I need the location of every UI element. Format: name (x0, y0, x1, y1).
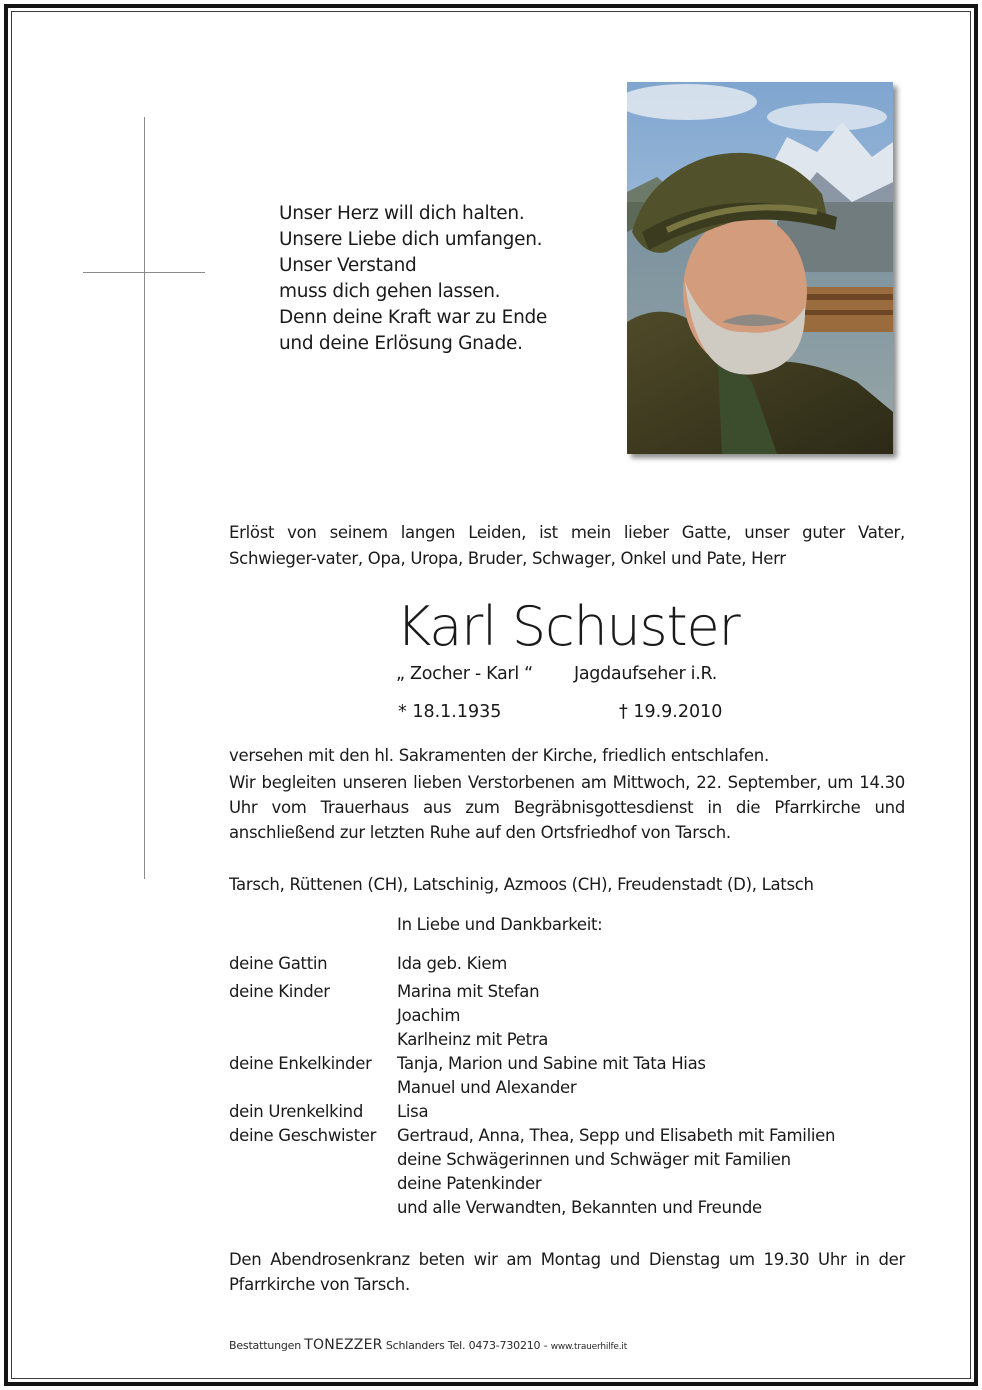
deceased-occupation: Jagdaufseher i.R. (574, 664, 718, 684)
footer-brand: TONEZZER (304, 1337, 383, 1353)
family-member: Lisa (397, 1102, 429, 1121)
poem-line: Unser Herz will dich halten. (279, 203, 525, 224)
cross-icon-horizontal (83, 272, 205, 273)
family-names (397, 1052, 706, 1100)
family-list (229, 952, 909, 1220)
rosary-text: Den Abendrosenkranz beten wir am Montag und Dienstag um 19.30 Uhr in der Pfarrkirche von Tarsch. (229, 1250, 905, 1294)
cross-icon-vertical (144, 117, 145, 879)
poem-line: Denn deine Kraft war zu Ende (279, 307, 548, 328)
family-names (397, 952, 507, 976)
footer-prefix: Bestattungen (229, 1339, 301, 1352)
deceased-name: Karl Schuster (396, 595, 740, 658)
poem-line: Unsere Liebe dich umfangen. (279, 229, 543, 250)
family-member: Ida geb. Kiem (397, 954, 508, 973)
family-names (397, 1124, 835, 1220)
family-group (229, 980, 909, 1052)
intro-text: Erlöst von seinem langen Leiden, ist mein lieber Gatte, unser guter Vater, Schwieger-vater, Opa, Uropa, Bruder, Schwager, Onkel und Pate, Herr (229, 523, 905, 568)
birth-date: * 18.1.1935 (398, 702, 502, 722)
poem (279, 201, 547, 357)
portrait-photo (627, 82, 893, 454)
family-names (397, 980, 548, 1052)
family-member: Marina mit Stefan (397, 982, 540, 1001)
deceased-nickname: „ Zocher - Karl “ (396, 664, 533, 684)
family-group (229, 1124, 909, 1220)
family-member: Karlheinz mit Petra (397, 1030, 549, 1049)
family-relation: dein Urenkelkind (229, 1102, 363, 1121)
family-group (229, 1100, 909, 1124)
family-member: Joachim (397, 1006, 461, 1025)
family-member: deine Schwägerinnen und Schwäger mit Familien (397, 1150, 791, 1169)
family-member: Tanja, Marion und Sabine mit Tata Hias (397, 1054, 706, 1073)
death-date: † 19.9.2010 (619, 702, 723, 722)
family-relation: deine Enkelkinder (229, 1054, 372, 1073)
family-names (397, 1100, 428, 1124)
thanks-heading: In Liebe und Dankbarkeit: (397, 915, 603, 934)
family-member: Manuel und Alexander (397, 1078, 577, 1097)
family-member: Gertraud, Anna, Thea, Sepp und Elisabeth mit Familien (397, 1126, 836, 1145)
family-relation: deine Kinder (229, 982, 330, 1001)
family-group (229, 1052, 909, 1100)
poem-line: und deine Erlösung Gnade. (279, 333, 523, 354)
footer-url[interactable]: www.trauerhilfe.it (550, 1342, 628, 1352)
footer-contact: Schlanders Tel. 0473-730210 - (385, 1339, 548, 1352)
family-member: deine Patenkinder (397, 1174, 542, 1193)
funeral-text: Wir begleiten unseren lieben Verstorbenen am Mittwoch, 22. September, um 14.30 Uhr vom Trauerhaus aus zum Begräbnisgottesdienst in die Pfarrkirche und anschließend zur letzten Ruhe auf den Ortsfriedhof von Tarsch. (229, 773, 905, 842)
poem-line: Unser Verstand (279, 255, 417, 276)
family-relation: deine Gattin (229, 954, 328, 973)
poem-line: muss dich gehen lassen. (279, 281, 501, 302)
family-group (229, 952, 909, 976)
sacraments-text: versehen mit den hl. Sakramenten der Kirche, friedlich entschlafen. (229, 746, 769, 765)
family-member: und alle Verwandten, Bekannten und Freunde (397, 1198, 762, 1217)
places-text: Tarsch, Rüttenen (CH), Latschinig, Azmoos (CH), Freudenstadt (D), Latsch (229, 875, 814, 894)
family-relation: deine Geschwister (229, 1126, 377, 1145)
footer (229, 1337, 627, 1353)
